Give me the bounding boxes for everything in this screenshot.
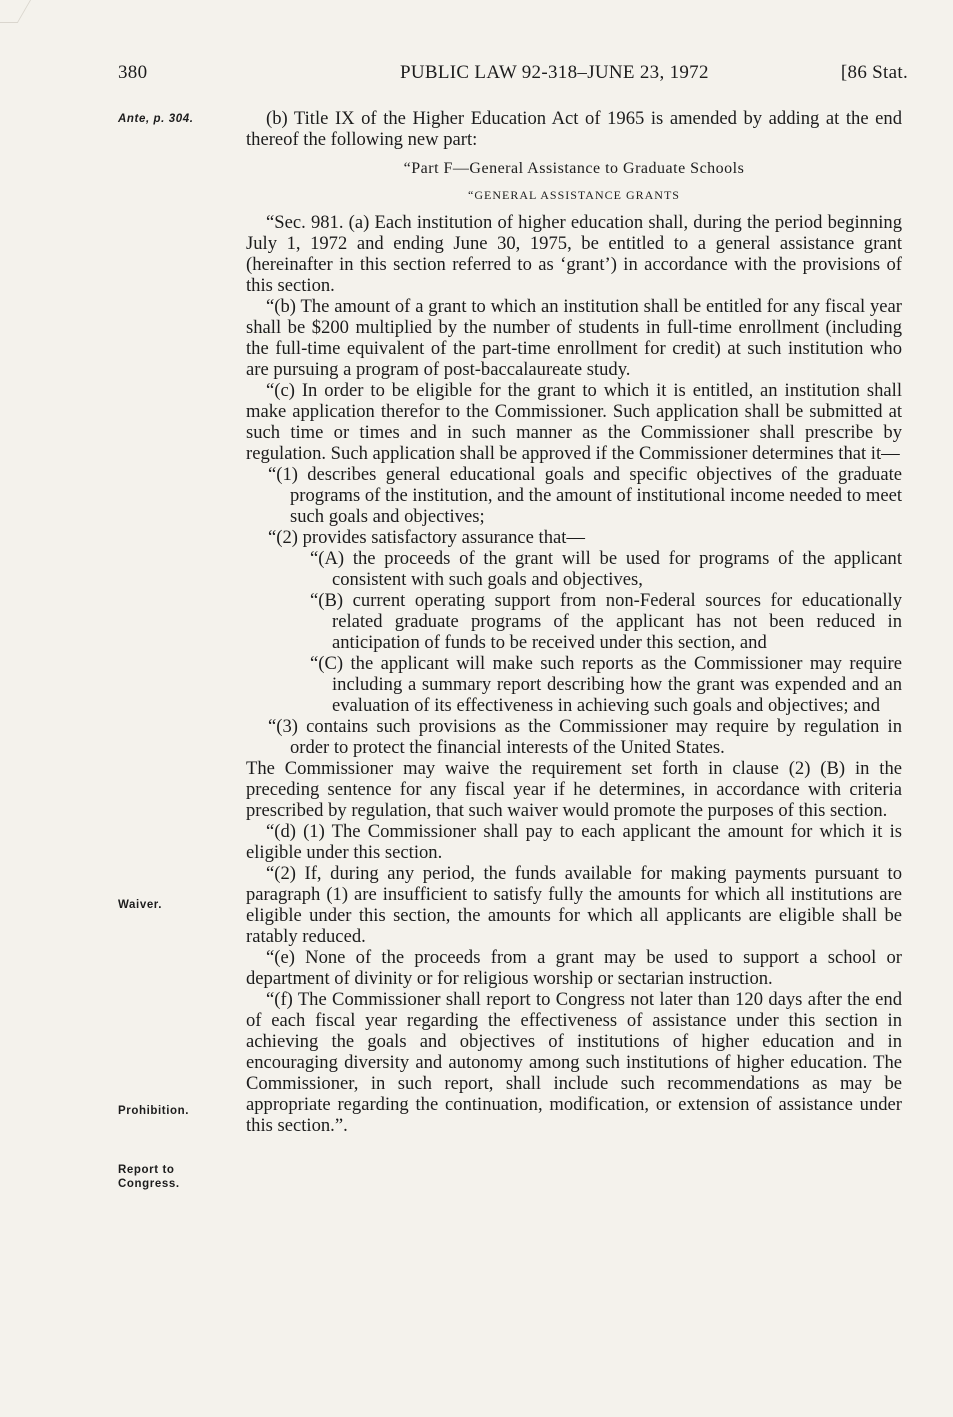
part-heading: “Part F—General Assistance to Graduate Schools [403,160,745,177]
margin-note-prohibition: Prohibition. [118,1105,190,1117]
paragraph-intro: (b) Title IX of the Higher Education Act of 1965 is amended by adding at the end thereof the following new part: [246,108,902,150]
margin-note-report: Report to Congress. [118,1164,180,1190]
page-header [118,62,908,88]
paragraph-b: “(b) The amount of a grant to which an institution shall be entitled for any fiscal year shall be $200 multiplied by the number of students in full-time enrollment (including the full-time equivalent of the part-time enrollment for credit) at such institution who are pursuing a program of post-baccalaureate study. [246,296,902,380]
clause-c-3: “(3) contains such provisions as the Commissioner may require by regulation in order to protect the financial interests of the United States. [268,716,902,758]
clause-c-2-b: “(B) current operating support from non-Federal sources for educationally related graduate programs of the applicant has not been reduced in anticipation of funds to be received under this section, and [310,590,902,653]
paragraph-e: “(e) None of the proceeds from a grant may be used to support a school or department of divinity or for religious worship or sectarian instruction. [246,947,902,989]
clause-c-2-a: “(A) the proceeds of the grant will be used for programs of the applicant consistent with such goals and objectives, [310,548,902,590]
paragraph-waiver: The Commissioner may waive the requirement set forth in clause (2) (B) in the preceding sentence for any fiscal year if he determines, in accordance with criteria prescribed by regulation, that such waiver would promote the purposes of this section. [246,758,902,821]
paragraph-d-2: “(2) If, during any period, the funds available for making payments pursuant to paragraph (1) are insufficient to satisfy fully the amounts for which all institutions are eligible under this section, the amounts for which all applicants are eligible shall be ratably reduced. [246,863,902,947]
statute-reference: [86 Stat. [840,62,908,83]
clause-c-2-c: “(C) the applicant will make such reports as the Commissioner may require including a summary report describing how the grant was expended and an evaluation of its effectiveness in achieving such goals and objectives; and [310,653,902,716]
section-subheading: “GENERAL ASSISTANCE GRANTS [468,188,680,202]
margin-note-waiver: Waiver. [118,899,163,911]
clause-c-2: “(2) provides satisfactory assurance that— [268,527,586,548]
page-number: 380 [118,62,148,83]
margin-note-ante: Ante, p. 304. [118,113,194,125]
paragraph-c: “(c) In order to be eligible for the grant to which it is entitled, an institution shall make application therefor to the Commissioner. Such application shall be submitted at such time or times and in such manner as the Commissioner shall prescribe by regulation. Such application shall be approved if the Commissioner determines that it— [246,380,902,464]
page-corner-fold [0,0,31,23]
paragraph-f: “(f) The Commissioner shall report to Congress not later than 120 days after the end of each fiscal year regarding the effectiveness of assistance under this section in achieving the goals and objectives of institutions of higher education and in encouraging diversity and autonomy among such institutions of higher education. The Commissioner, in such report, shall include such recommendations as may be appropriate regarding the continuation, modification, or extension of assistance under this section.”. [246,989,902,1136]
running-title: PUBLIC LAW 92-318–JUNE 23, 1972 [400,62,709,83]
paragraph-d-1: “(d) (1) The Commissioner shall pay to each applicant the amount for which it is eligible under this section. [246,821,902,863]
clause-c-1: “(1) describes general educational goals and specific objectives of the graduate programs of the institution, and the amount of institutional income needed to meet such goals and objectives; [268,464,902,527]
paragraph-sec-981-a: “Sec. 981. (a) Each institution of higher education shall, during the period beginning July 1, 1972 and ending June 30, 1975, be entitled to a general assistance grant (hereinafter in this section referred to as ‘grant’) in accordance with the provisions of this section. [246,212,902,296]
document-body [246,108,902,1136]
